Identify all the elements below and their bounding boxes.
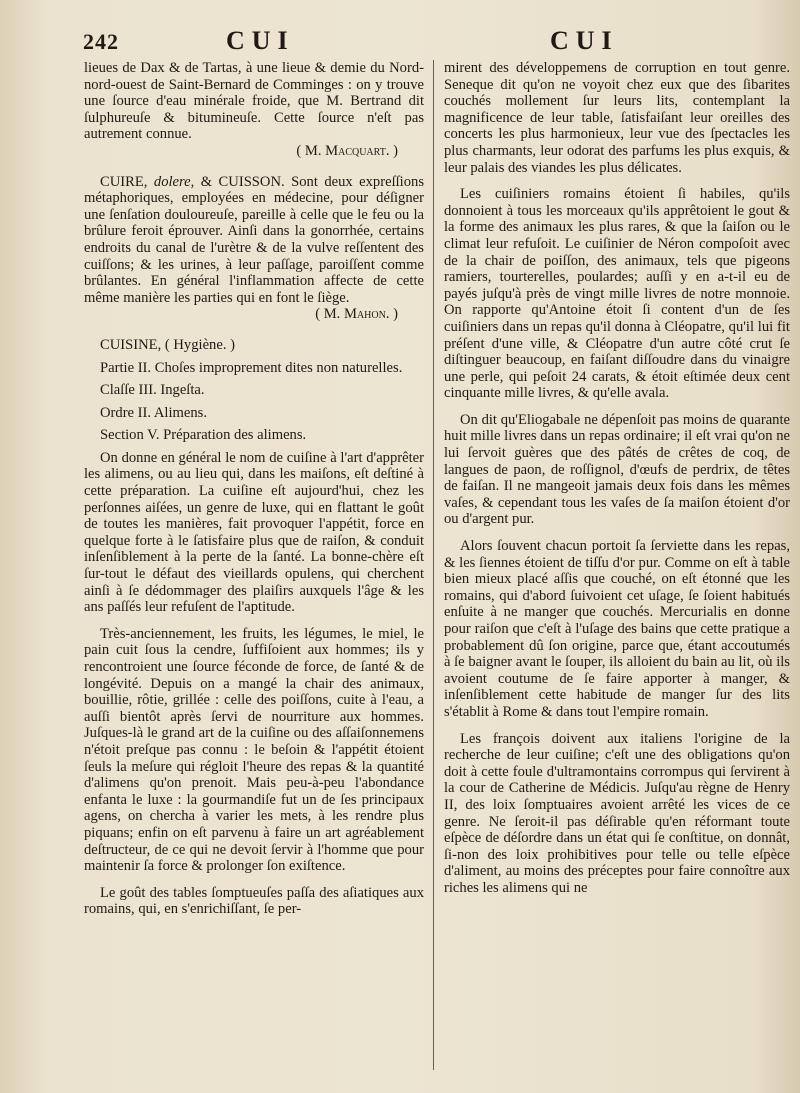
entry-term: CUIRE: [100, 173, 144, 190]
paragraph-text: lieues de Dax & de Tartas, à une lieue & demie du Nord-nord-ouest de Saint-Bernard de Comminges : on y trouve une ſource d'eau minérale froide, que M. Bertrand dit ſulphureuſe & bitumineuſe. Cette ſource n'eſt pas autrement connue.: [84, 60, 424, 143]
entry-cuisine-heading: [84, 337, 424, 354]
body-paragraph: Très-anciennement, les fruits, les légumes, le miel, le pain cuit ſous la cendre, ſuffiſoient aux hommes; ils y rencontroient une ſource féconde de force, de ſanté & de longévité. Depuis on a mangé la chair des animaux, bouillie, rôtie, grillée : celle des poiſſons, cuite à l'eau, a auſſi bientôt après ſervi de nourriture aux hommes. Juſques-là le grand art de la cuiſine ou des aſſaiſonnemens n'étoit preſque pas connu : le beſoin & l'appétit étoient ſeuls la meſure qui régloit l'heure des repas & la quantité d'alimens qu'on prenoit. Mais peu-à-peu l'abondance enfanta le luxe : la gourmandiſe fut un de ſes principaux agens, on chercha à varier les mets, à les rendre plus piquans; enfin on eſt parvenu à faire un art agréablement deſtructeur, de ce qui ne devoit ſervir à l'homme que pour maintenir ſa force & prolonger ſon exiſtence.: [84, 625, 424, 875]
classification-classe: Claſſe III. Ingeſta.: [100, 382, 205, 399]
body-paragraph: mirent des développemens de corruption en tout genre. Seneque dit qu'on ne voyoit chez eux que des ſibarites couchés mollement ſur leurs lits, contemplant la magnificence de leur table, ſatisfaiſant leur oreilles des concerts les plus harmonieux, leur vue des ſpectacles les plus charmants, leur odorat des parfums les plus exquis, & leur palais des viandes les plus délicates.: [444, 60, 790, 176]
entry-cuire-paragraph: CUIRE, dolere, & CUISSON. Sont deux expreſſions métaphoriques, employées en médecine, pour déſigner une ſenſation douloureuſe, pareille à celle que le feu ou la brûlure feroit éprouver. Ainſi dans la gonorrhée, certains endroits du canal de l'urètre & de la vulve reſſentent des cuiſſons; & les urines, à leur paſſage, paroiſſent comme brûlantes. En général l'inflammation affecte de cette même manière les parties qui en font le ſiège. ( M. Mahon. ): [84, 173, 424, 323]
running-head-right: CUI: [550, 26, 619, 55]
column-divider: [433, 60, 434, 1070]
paragraph-text: , & CUISSON. Sont deux expreſſions métaphoriques, employées en médecine, pour déſigner une ſenſation douloureuſe, pareille à celle que le feu ou la brûlure feroit éprouver. Ainſi dans la gonorrhée, certains endroits du canal de l'urètre & de la vulve reſſentent des cuiſſons; & les urines, à leur paſſage, paroiſſent comme brûlantes. En général l'inflammation affecte de cette même manière les parties qui en font le ſiège.: [84, 173, 424, 306]
body-paragraph: On donne en général le nom de cuiſine à l'art d'apprêter les alimens, ou au lieu qui, dans les maiſons, eſt deſtiné à cette préparation. La cuiſine eſt aujourd'hui, chez les perſonnes aiſées, un genre de luxe, qui en flattant le goût de toutes les manières, fait provoquer l'appétit, force en quelque forte à le ſatisfaire plus que de raiſon, & conduit inſenſiblement à la perte de la ſanté. La bonne-chère eſt ſur-tout le défaut des vieillards opulens, qui cherchent ainſi à ſe dédommager des plaiſirs auxquels l'âge & les ans paſſés leur refuſent de l'aptitude.: [84, 449, 424, 616]
body-paragraph: Alors ſouvent chacun portoit ſa ſerviette dans les repas, & les ſiennes étoient de tiſſu d'or pur. Comme on eſt à table bien mieux placé aſſis que couché, on eſt étonné que les romains, qui d'abord ſuivoient cet uſage, ſe ſoient habitués enſuite à ne manger que couchés. Mercurialis en donne pour raiſon que c'eſt à l'uſage des bains que cette pratique a probablement dû ſon origine, parce que, étant accoutumés à ſe baigner avant le ſouper, ils alloient du bain au lit, où ils avoient coutume de ſe faire apporter à manger, & inſenſiblement cette habitude de manger ſur des lits s'établit à Rome & dans tout l'empire romain.: [444, 538, 790, 720]
right-column: [444, 60, 790, 1090]
body-paragraph: Les cuiſiniers romains étoient ſi habiles, qu'ils donnoient à tous les morceaux qu'ils apprêtoient le gout & la forme des animaux les plus rares, & que la ſaiſon ou le climat leur refuſoit. Le cuiſinier de Néron compoſoit avec de la chair de poiſſon, des animaux, tels que pigeons ramiers, tourterelles, poulardes; auſſi y en a-t-il eu de payés juſqu'à près de vingt mille livres de notre monnoie. On rapporte qu'Antoine étoit ſi content d'un de ſes cuiſiniers dans un repas qu'il donna à Cléopatre, qu'il lui fit préſent d'une ville, & Cléopatre d'un autre côté crut ſe diſtinguer beaucoup, en faiſant diſſoudre dans du vinaigre une perle, qui peſoit 24 carats, & étoit eſtimée deux cent cinquante mille livres, & qu'elle avala.: [444, 186, 790, 402]
author-signature: ( M. Mahon. ): [315, 306, 398, 323]
author-signature: ( M. Macquart. ): [296, 142, 398, 159]
classification-partie: Partie II. Choſes improprement dites non naturelles.: [100, 359, 403, 376]
page-header: [0, 24, 800, 60]
entry-continuation-paragraph: [84, 60, 424, 160]
entry-subject: , ( Hygiène. ): [157, 336, 235, 353]
body-paragraph: Les françois doivent aux italiens l'origine de la recherche de leur cuiſine; c'eſt une des obligations qu'on doit à cette foule d'ultramontains corrompus qui ſervirent à la cour de Catherine de Médicis. Juſqu'au règne de Henry II, des loix ſomptuaires avoient arrêté les vices de ce genre. Ne ſeroit-il pas déſirable qu'en réformant toute eſpèce de déſordre dans un état qui ſe conſtitue, on donnât, ſi-non des loix prohibitives pour telle ou telle eſpèce d'aliment, au moins des préceptes pour faire connoître aux riches les alimens qui ne: [444, 730, 790, 896]
body-paragraph: On dit qu'Eliogabale ne dépenſoit pas moins de quarante huit mille livres dans un repas ordinaire; il eſt vrai qu'on ne lui ſervoit guères que des pâtés de crêtes de coq, de langues de paon, de roſſignol, d'œufs de perdrix, de têtes de faiſan. Il ne mangeoit jamais deux fois dans les mêmes vaſes, & cependant tous les vaſes de ſa maiſon étoient d'or ou d'argent pur.: [444, 411, 790, 528]
classification-ordre: Ordre II. Alimens.: [100, 404, 207, 421]
latin-term: dolere: [153, 173, 191, 190]
running-head-left: CUI: [226, 26, 295, 55]
classification-section: Section V. Préparation des alimens.: [100, 427, 307, 444]
page-number: 242: [83, 29, 119, 54]
entry-term: CUISINE: [100, 336, 158, 353]
body-paragraph: Le goût des tables ſomptueuſes paſſa des aſiatiques aux romains, qui, en s'enrichiſſant, ſe per-: [84, 884, 424, 918]
left-column: [84, 60, 424, 1090]
